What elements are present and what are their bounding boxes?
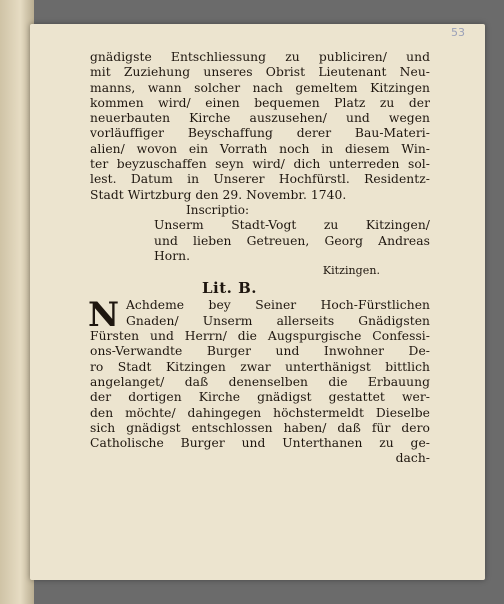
text-line: vorläuffiger Beyschaffung derer Bau-Materi- <box>90 126 430 141</box>
text-line: angelanget/ daß denenselben die Erbauung <box>90 374 430 389</box>
text-line: der dortigen Kirche gnädigst gestattet wer- <box>90 390 430 405</box>
text-line: alien/ wovon ein Vorrath noch in diesem Win- <box>90 141 430 156</box>
address-line: und lieben Getreuen, Georg Andreas <box>154 233 430 248</box>
text-line: Stadt Wirtzburg den 29. Novembr. 1740. <box>90 187 347 202</box>
text-line: den möchte/ dahingegen höchstermeldt Dieselbe <box>90 405 430 420</box>
address-block <box>90 218 430 277</box>
place-note: Kitzingen. <box>322 264 380 278</box>
facing-page-edge <box>0 0 34 604</box>
section-title: Lit. B. <box>202 281 258 297</box>
page-number: 53 <box>451 26 465 39</box>
text-line: Gnaden/ Unserm allerseits Gnädigsten <box>126 313 430 328</box>
document-page <box>30 24 485 580</box>
text-line: gnädigste Entschliessung zu publiciren/ und <box>90 50 430 64</box>
text-line: lest. Datum in Unserer Hochfürstl. Residentz- <box>90 172 430 187</box>
text-line: Catholische Burger und Unterthanen zu ge- <box>90 436 430 451</box>
text-line: ter beyzuschaffen seyn wird/ dich unterreden sol- <box>90 157 430 172</box>
paragraph-lit-b <box>88 295 430 466</box>
inscriptio-label: Inscriptio: <box>186 202 250 217</box>
text-line: Fürsten und Herrn/ die Augspurgische Confessi- <box>90 329 430 344</box>
text-line: ro Stadt Kitzingen zwar unterthänigst bittlich <box>90 359 430 374</box>
text-line: Achdeme bey Seiner Hoch-Fürstlichen <box>126 298 430 313</box>
address-line: Unserm Stadt-Vogt zu Kitzingen/ <box>154 218 430 233</box>
text-line: mit Zuziehung unseres Obrist Lieutenant Neu- <box>90 65 430 80</box>
text-line: manns, wann solcher nach gemeltem Kitzingen <box>90 80 430 95</box>
paragraph-decree <box>90 50 430 203</box>
drop-capital: N <box>88 295 120 336</box>
text-line: neuerbauten Kirche auszusehen/ und wegen <box>90 111 430 126</box>
page-text <box>90 50 430 467</box>
text-line: ons-Verwandte Burger und Inwohner De- <box>90 344 430 359</box>
address-line: Horn. <box>154 248 191 263</box>
text-line: sich gnädigst entschlossen haben/ daß für dero <box>90 420 430 435</box>
text-line: kommen wird/ einen bequemen Platz zu der <box>90 95 430 110</box>
catchword: dach- <box>395 451 430 466</box>
